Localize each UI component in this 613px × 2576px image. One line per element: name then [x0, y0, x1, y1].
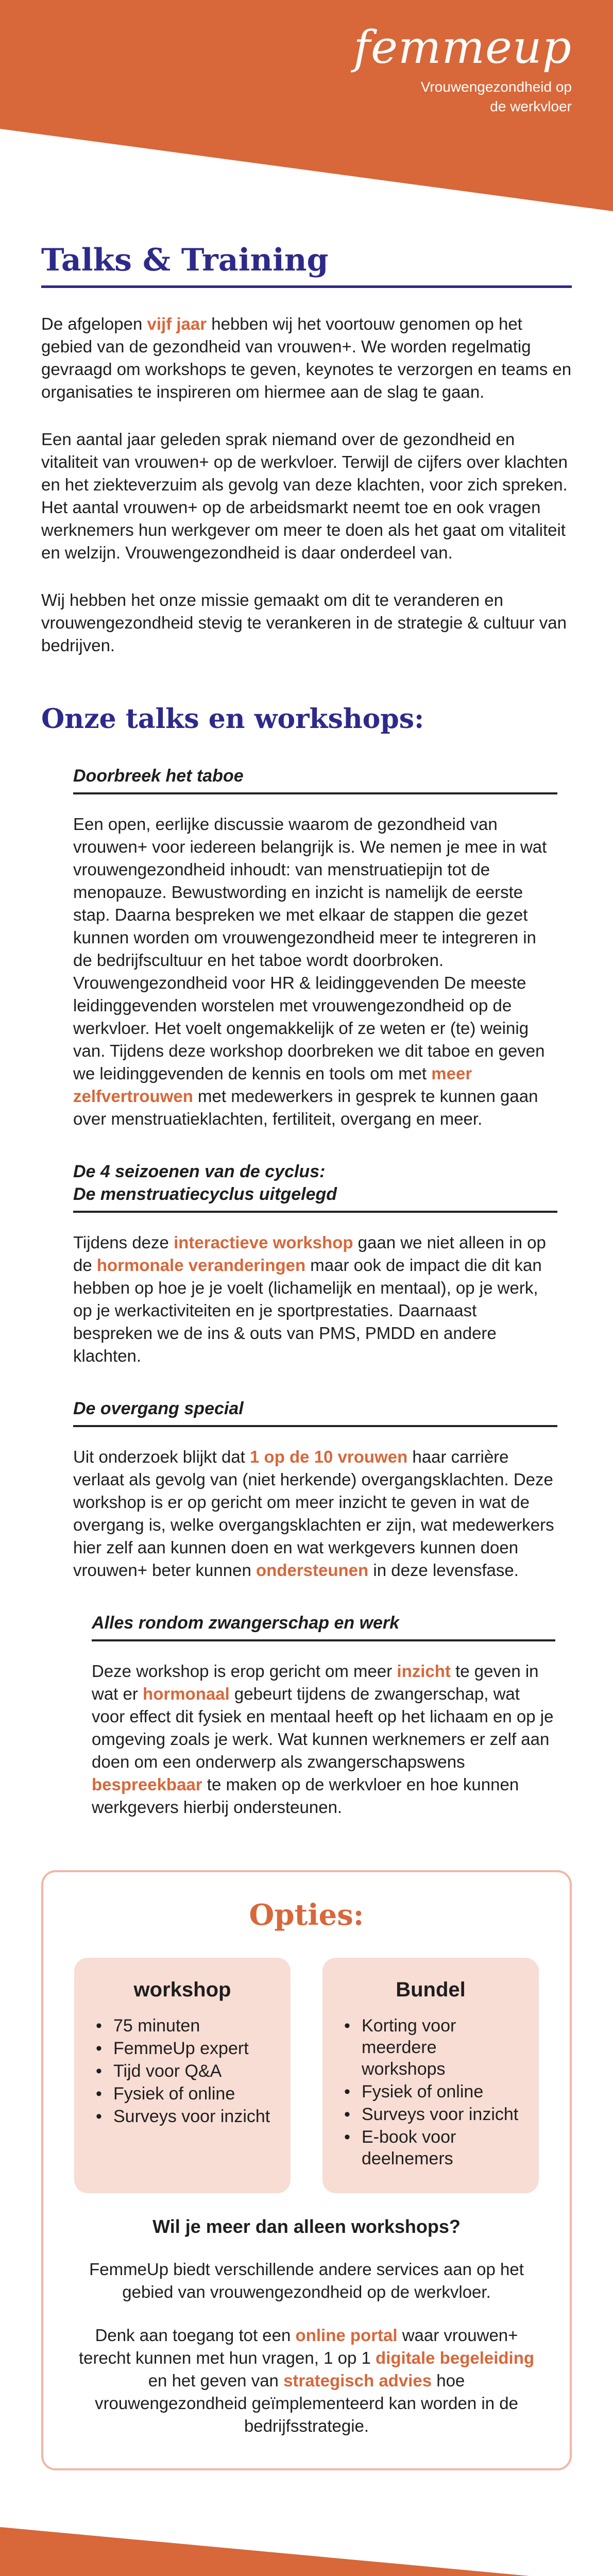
option-heading: workshop	[133, 1978, 231, 2001]
header-wedge-shape	[0, 129, 613, 211]
workshop-taboe	[41, 765, 572, 1130]
options-title: Opties:	[249, 1898, 364, 1932]
services-details	[74, 2324, 539, 2437]
option-list	[342, 2015, 519, 2170]
workshop-title	[73, 1160, 557, 1213]
section-heading: Onze talks en workshops:	[41, 703, 424, 735]
page-header	[0, 0, 613, 211]
highlight-text: vijf jaar	[147, 314, 207, 333]
intro-paragraph-3: Wij hebben het onze missie gemaakt om dit te veranderen en vrouwengezondheid stevig te verankeren in de strategie & cultuur van bedrijven.	[41, 590, 567, 655]
tagline-line-1: Vrouwengezondheid op	[420, 79, 572, 95]
workshop-text: haar carrière verlaat als gevolg van (niet herkende) overgangsklachten. Deze workshop is er op gericht om meer inzicht te geven in wat de overgang is, welke overgangsklachten er zijn, wat medewerkers hier zelf aan kunnen doen en wat werkgevers kunnen doen vrouwen+ beter kunnen	[73, 1447, 554, 1580]
highlight-text: online portal	[295, 2326, 398, 2345]
workshop-text: Deze workshop is erop gericht om meer	[92, 1662, 397, 1681]
workshop-body	[73, 813, 557, 1130]
highlight-text: ondersteunen	[256, 1561, 369, 1580]
workshop-overgang	[41, 1397, 572, 1582]
options-card	[41, 1870, 572, 2470]
workshop-text: Een open, eerlijke discussie waarom de gezondheid van vrouwen+ voor iedereen belangrijk is. We nemen je mee in wat vrouwengezondheid inhoudt: van menstruatiepijn tot de menopauze. Bewustwording en inzicht is namelijk de eerste stap. Daarna bespreken we met elkaar de stappen die gezet kunnen worden om vrouwengezondheid meer te integreren in de bedrijfscultuur en het taboe wordt doorbroken. Vrouwengezondheid voor HR & leidinggevenden De meeste leidinggevenden worstelen met vrouwengezondheid op de werkvloer. Het voelt ongemakkelijk of ze weten er (te) weinig van. Tijdens deze workshop doorbreken we dit taboe en geven we leidinggevenden de kennis en tools om met	[73, 815, 547, 1083]
highlight-text: 1 op de 10 vrouwen	[250, 1447, 408, 1466]
intro-paragraph-1	[41, 313, 572, 403]
workshop-body	[73, 1231, 557, 1367]
header-logo[interactable]: femmeup	[353, 21, 572, 74]
highlight-text: hormonale veranderingen	[96, 1256, 306, 1275]
list-item: • Fysiek of online	[94, 2083, 271, 2105]
workshop-title: De overgang special	[73, 1397, 557, 1427]
services-text: waar vrouwen+ terecht kunnen met hun vragen, 1 op 1	[78, 2326, 518, 2367]
highlight-text: meer zelfvertrouwen	[73, 1064, 472, 1106]
tagline-line-2: de werkvloer	[490, 98, 572, 114]
workshop-title: Doorbreek het taboe	[73, 765, 557, 794]
workshop-body	[92, 1660, 555, 1819]
list-item: • Surveys voor inzicht	[94, 2106, 271, 2127]
workshop-text: Uit onderzoek blijkt dat	[73, 1447, 250, 1466]
highlight-text: strategisch advies	[283, 2371, 432, 2390]
intro-paragraph-2: Een aantal jaar geleden sprak niemand over de gezondheid en vitaliteit van vrouwen+ op de werkvloer. Terwijl de cijfers over klachten en het ziekteverzuim als gevolg van deze klachten, voor zich spreken. Het aantal vrouwen+ op de arbeidsmarkt neemt toe en ook vragen werknemers hun werkgever om meer te doen als het gaat om vitaliteit en welzijn. Vrouwengezondheid is daar onderdeel van.	[41, 430, 568, 562]
list-item: • Tijd voor Q&A	[94, 2060, 271, 2082]
option-workshop	[74, 1958, 291, 2193]
workshop-body	[73, 1446, 557, 1582]
workshop-text: te geven in wat er	[92, 1662, 539, 1703]
page-footer	[0, 2527, 613, 2576]
workshop-title-line-1: De 4 seizoenen van de cyclus:	[73, 1162, 326, 1181]
workshop-title: Alles rondom zwangerschap en werk	[92, 1612, 555, 1641]
workshop-text: in deze levensfase.	[368, 1561, 519, 1580]
workshop-text: gebeurt tijdens de zwangerschap, wat voor effect dit fysiek en mentaal heeft op het lichaam en op je omgeving zoals je werk. Wat kunnen werknemers er zelf aan doen om een onderwerp als zwangerschapswens	[92, 1684, 554, 1771]
list-item: • 75 minuten	[94, 2015, 271, 2037]
page-title: Talks & Training	[41, 242, 329, 278]
workshop-text: maar ook de impact die dit kan hebben op hoe je je voelt (lichamelijk en mentaal), op je werk, op je werkactiviteiten en je sportprestaties. Daarnaast bespreken we de ins & outs van PMS, PMDD en andere klachten.	[73, 1256, 542, 1365]
option-list	[94, 2015, 271, 2127]
title-divider	[41, 285, 572, 288]
list-item: • E-book voor deelnemers	[342, 2126, 519, 2170]
workshop-title-line-2: De menstruatiecyclus uitgelegd	[73, 1184, 337, 1204]
highlight-text: digitale begeleiding	[376, 2348, 535, 2367]
workshop-text: Tijdens deze	[73, 1233, 174, 1252]
workshop-text: te maken op de werkvloer en hoe kunnen werkgevers hierbij ondersteunen.	[92, 1775, 519, 1817]
highlight-text: bespreekbaar	[92, 1775, 202, 1794]
list-item: • Surveys voor inzicht	[342, 2104, 519, 2125]
option-bundel	[322, 1958, 539, 2193]
services-text: en het geven van	[148, 2371, 284, 2390]
workshop-text: met medewerkers in gesprek te kunnen gaan over menstruatieklachten, fertiliteit, overgang en meer.	[73, 1087, 538, 1128]
services-text: Denk aan toegang tot een	[95, 2326, 296, 2345]
main-content	[0, 211, 613, 2470]
intro-text: hebben wij het voortouw genomen op het gebied van de gezondheid van vrouwen+. We worden regelmatig gevraagd om workshops te geven, keynotes te verzorgen en teams en organisaties te inspireren om hiermee aan de slag te gaan.	[41, 314, 572, 401]
highlight-text: inzicht	[397, 1662, 451, 1681]
workshop-text: gaan we niet alleen in op de	[73, 1233, 546, 1275]
list-item: • Fysiek of online	[342, 2081, 519, 2103]
services-paragraph: FemmeUp biedt verschillende andere services aan op het gebied van vrouwengezondheid op de werkvloer.	[89, 2260, 524, 2301]
list-item: • FemmeUp expert	[94, 2038, 271, 2059]
options-row	[74, 1958, 539, 2193]
footer-wedge-shape	[0, 2527, 613, 2576]
services-text: hoe vrouwengezondheid geïmplementeerd kan worden in de bedrijfsstrategie.	[95, 2371, 518, 2435]
highlight-text: hormonaal	[143, 1684, 230, 1703]
header-tagline	[353, 77, 572, 116]
intro-text: De afgelopen	[41, 314, 147, 333]
list-item: • Korting voor meerdere workshops	[342, 2015, 519, 2080]
option-heading: Bundel	[396, 1978, 466, 2001]
workshop-zwangerschap	[60, 1612, 572, 1819]
workshop-cyclus	[41, 1160, 572, 1367]
highlight-text: interactieve workshop	[174, 1233, 353, 1252]
more-question: Wil je meer dan alleen workshops?	[152, 2216, 461, 2237]
brand	[353, 21, 572, 116]
